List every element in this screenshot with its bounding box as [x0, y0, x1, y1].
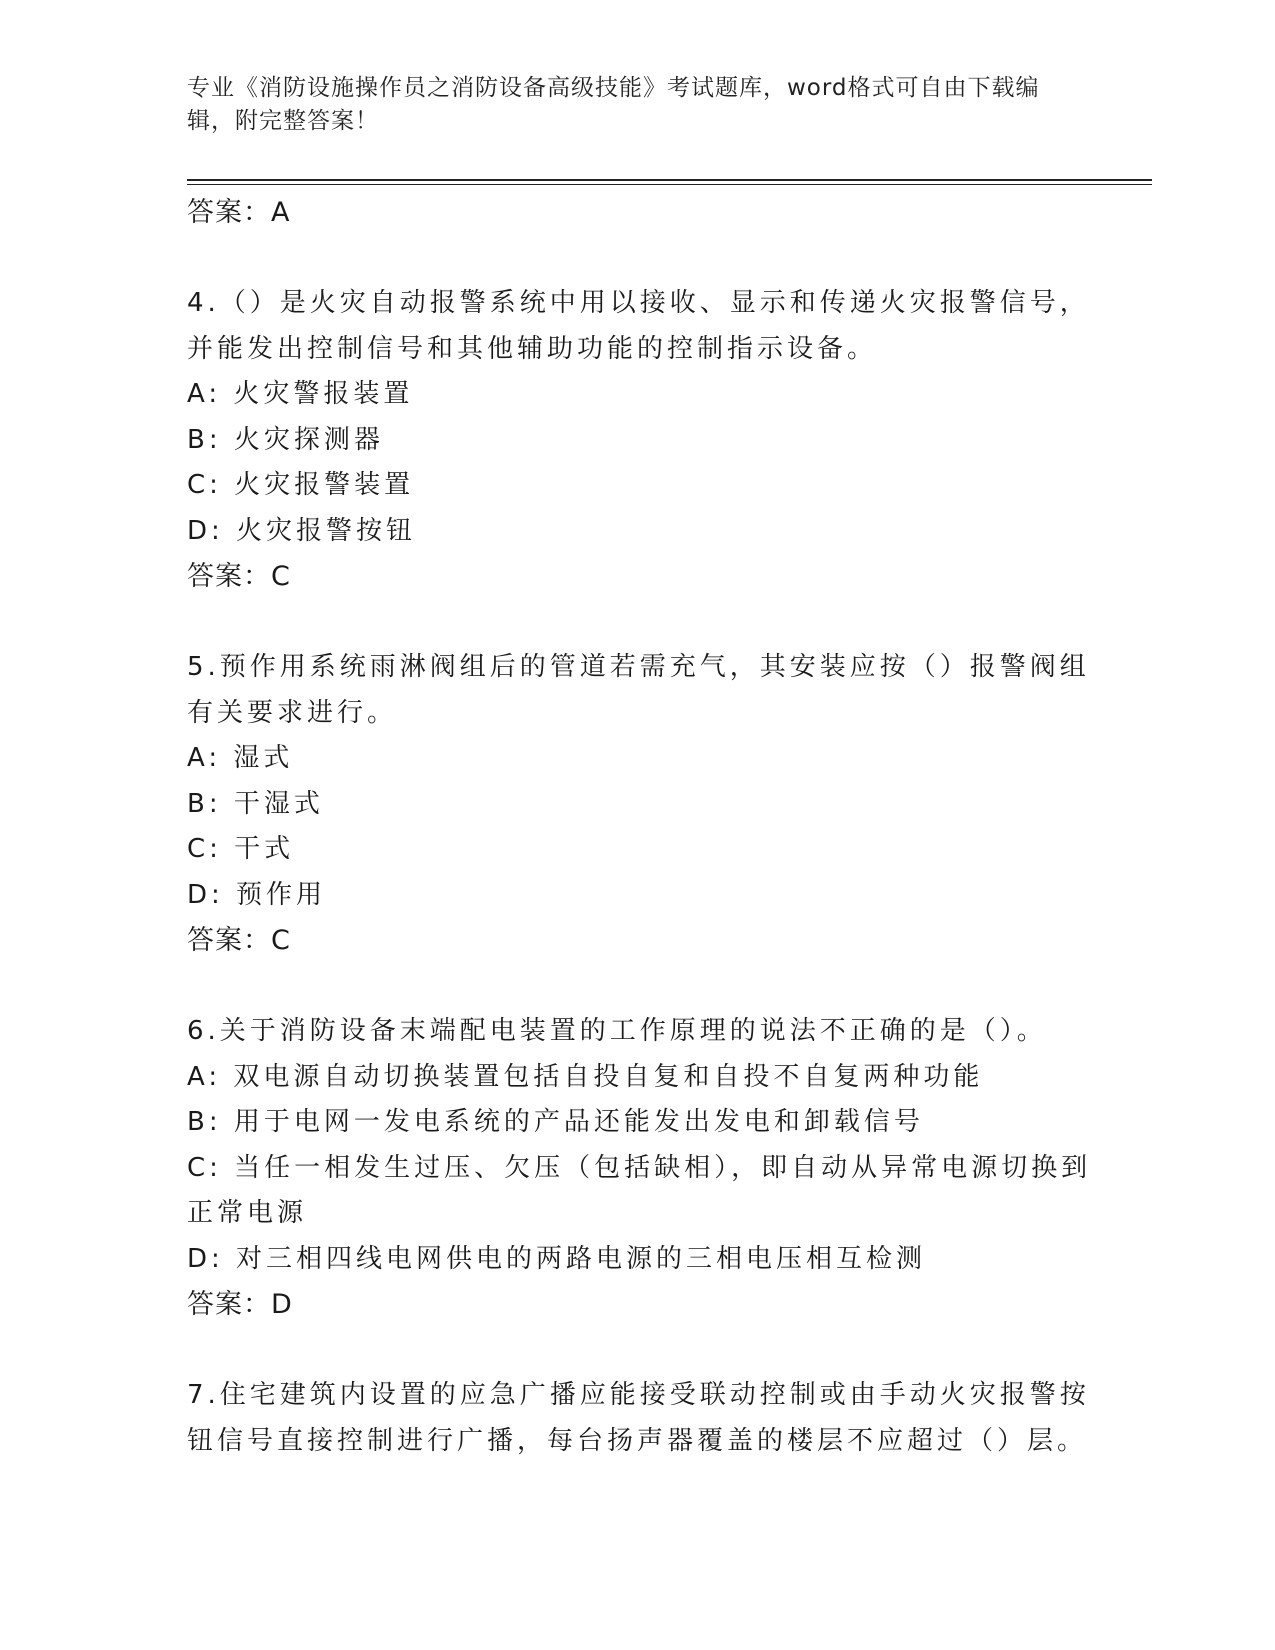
question-item [187, 645, 1090, 964]
question-stem-line: 钮信号直接控制进行广播，每台扬声器覆盖的楼层不应超过（）层。 [187, 1425, 1088, 1456]
question-list [187, 190, 1092, 1464]
question-stem-line: 5.预作用系统雨淋阀组后的管道若需充气，其安装应按（）报警阀组 [187, 652, 1090, 682]
question-stem-line: 4.（）是火灾自动报警系统中用以接收、显示和传递火灾报警信号， [187, 288, 1090, 318]
question-answer [187, 918, 1087, 964]
document-header [187, 72, 1067, 138]
question-item [187, 1009, 1092, 1328]
question-answer [187, 1282, 1087, 1328]
question-stem-line: 7.住宅建筑内设置的应急广播应能接受联动控制或由手动火灾报警按 [187, 1380, 1090, 1410]
option-b: B: 干湿式 [187, 788, 324, 819]
option-d: D: 对三相四线电网供电的两路电源的三相电压相互检测 [187, 1243, 927, 1274]
option-b: B: 火灾探测器 [187, 424, 384, 455]
question-item [187, 281, 1090, 600]
option-a: A: 湿式 [187, 743, 294, 773]
option-d: D: 预作用 [187, 879, 327, 910]
question-answer [187, 554, 1087, 600]
option-c-continued: 正常电源 [187, 1198, 308, 1228]
spacer [187, 964, 1087, 1010]
spacer [187, 600, 1087, 646]
header-rule-thick [187, 179, 1152, 181]
header-rule-thin [187, 184, 1152, 185]
answer-label: 答案： [187, 925, 271, 956]
answer-label: 答案： [187, 1289, 271, 1320]
question-stem-line: 6.关于消防设备末端配电装置的工作原理的说法不正确的是（）。 [187, 1016, 1047, 1046]
question-stem-line: 并能发出控制信号和其他辅助功能的控制指示设备。 [187, 333, 878, 364]
previous-answer [187, 190, 1087, 236]
answer-value: C [271, 925, 291, 956]
answer-value: A [271, 197, 291, 228]
spacer [187, 1328, 1087, 1374]
question-stem-line: 有关要求进行。 [187, 697, 398, 728]
question-item [187, 1373, 1090, 1464]
option-b: B: 用于电网一发电系统的产品还能发出发电和卸载信号 [187, 1107, 924, 1137]
answer-label: 答案： [187, 561, 271, 592]
header-text: 专业《消防设施操作员之消防设备高级技能》考试题库，word格式可自由下载编辑，附完整答案！ [187, 75, 1040, 134]
option-d: D: 火灾报警按钮 [187, 515, 417, 546]
answer-value: D [271, 1289, 293, 1320]
option-c: C: 火灾报警装置 [187, 470, 415, 500]
option-c: C: 当任一相发生过压、欠压（包括缺相），即自动从异常电源切换到 [187, 1152, 1092, 1183]
option-a: A: 双电源自动切换装置包括自投自复和自投不自复两种功能 [187, 1061, 984, 1092]
answer-value: C [271, 561, 291, 592]
spacer [187, 236, 1087, 282]
option-c: C: 干式 [187, 834, 295, 864]
option-a: A: 火灾警报装置 [187, 379, 414, 409]
answer-label: 答案： [187, 197, 271, 228]
